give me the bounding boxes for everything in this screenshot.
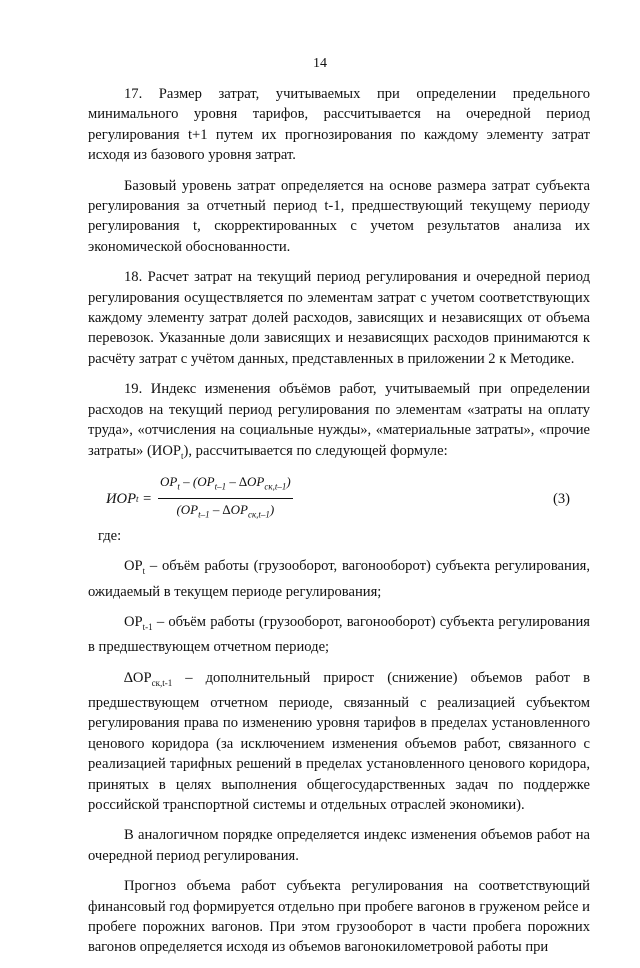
paragraph-19 — [88, 379, 590, 466]
paragraph-19-end: ), рассчитывается по следующей формуле: — [183, 442, 448, 459]
paragraph-17: 17. Размер затрат, учитываемых при определении предельного минимального уровня тарифов, рассчитывается на очередной период регулирования t+1 путем их прогнозирования по каждому элементу затрат исходя из базового уровня затрат. — [88, 86, 590, 164]
paragraph-18: 18. Расчет затрат на текущий период регулирования и очередной период регулирования осуществляется по элементам затрат с учетом соответствующих каждому элементу затрат долей расходов, зависящих и независящих от объема перевозок. Указанные доли зависящих и независящих расходов принимаются к расчёту затрат с учётом данных, представленных в приложении 2 к Методике. — [88, 269, 590, 367]
formula-lhs: ИОР — [106, 490, 136, 507]
formula-lhs-sub: t — [136, 493, 139, 504]
where-label: где: — [98, 527, 122, 544]
paragraph-forecast: Прогноз объема работ субъекта регулирования на соответствующий финансовый год формируется отдельно при пробеге вагонов в груженом рейсе и пробеге порожних вагонов. При этом грузооборот в части пробега порожних вагонов определяется исходя из объемов вагонокилометровой работы при — [88, 878, 590, 956]
definition-delta-op: $\Delta ОР_{ск,t-1}$ – дополнительный прирост (снижение) объемов работ в предшествующем отчетном периоде, связанный с реализацией субъектом регулирования права по изменению уровня тарифов в пределах установленного ценового коридора (за исключением изменения объемов работ, связанного с реализацией тарифных решений в пределах установленного ценового коридора, принятых в целях выполнения общегосударственных задач по поддержке российской транспортной системы и отдельных отраслей экономики). — [88, 669, 590, 813]
page-number: 14 — [313, 56, 327, 71]
formula-expression: ИОР t = $\frac{ОР_t - (ОР_{t-1} - \Delta ОР_{ск,t-1})}{(ОР_{t-1} - \Delta ОР_{ск,t-1})}$ — [106, 474, 293, 524]
formula-denominator: $(ОР_{t-1} - \Delta ОР_{ск,t-1})$ — [176, 502, 275, 520]
definition-opt-1: $ОР_{t-1}$ – объём работы (грузооборот, вагонооборот) субъекта регулирования в предшествующем отчетном периоде; — [88, 613, 590, 656]
paragraph-analog: В аналогичном порядке определяется индекс изменения объемов работ на очередной период регулирования. — [88, 827, 590, 864]
paragraph-19-text: 19. Индекс изменения объёмов работ, учитываемый при определении расходов на текущий период регулирования по элементам «затраты на оплату труда», «отчисления на социальные нужды», «материальные затраты», «прочие затраты» (ИОР — [88, 381, 590, 459]
paragraph-17-base: Базовый уровень затрат определяется на основе размера затрат субъекта регулирования за отчетный период t-1, предшествующий текущему периоду регулирования t, скорректированных с учетом результатов анализа их экономической обоснованности. — [88, 177, 590, 255]
formula-numerator: $ОР_t - (ОР_{t-1} - \Delta ОР_{ск,t-1})$ — [158, 472, 293, 499]
formula-3 — [88, 474, 590, 524]
formula-number: (3) — [552, 490, 570, 507]
formula-fraction — [158, 472, 293, 525]
definition-opt: $ОР_t$ – объём работы (грузооборот, вагонооборот) субъекта регулирования, ожидаемый в текущем периоде регулирования; — [88, 558, 590, 600]
document-body — [88, 84, 590, 968]
paragraph-19-sub: t — [181, 450, 184, 461]
